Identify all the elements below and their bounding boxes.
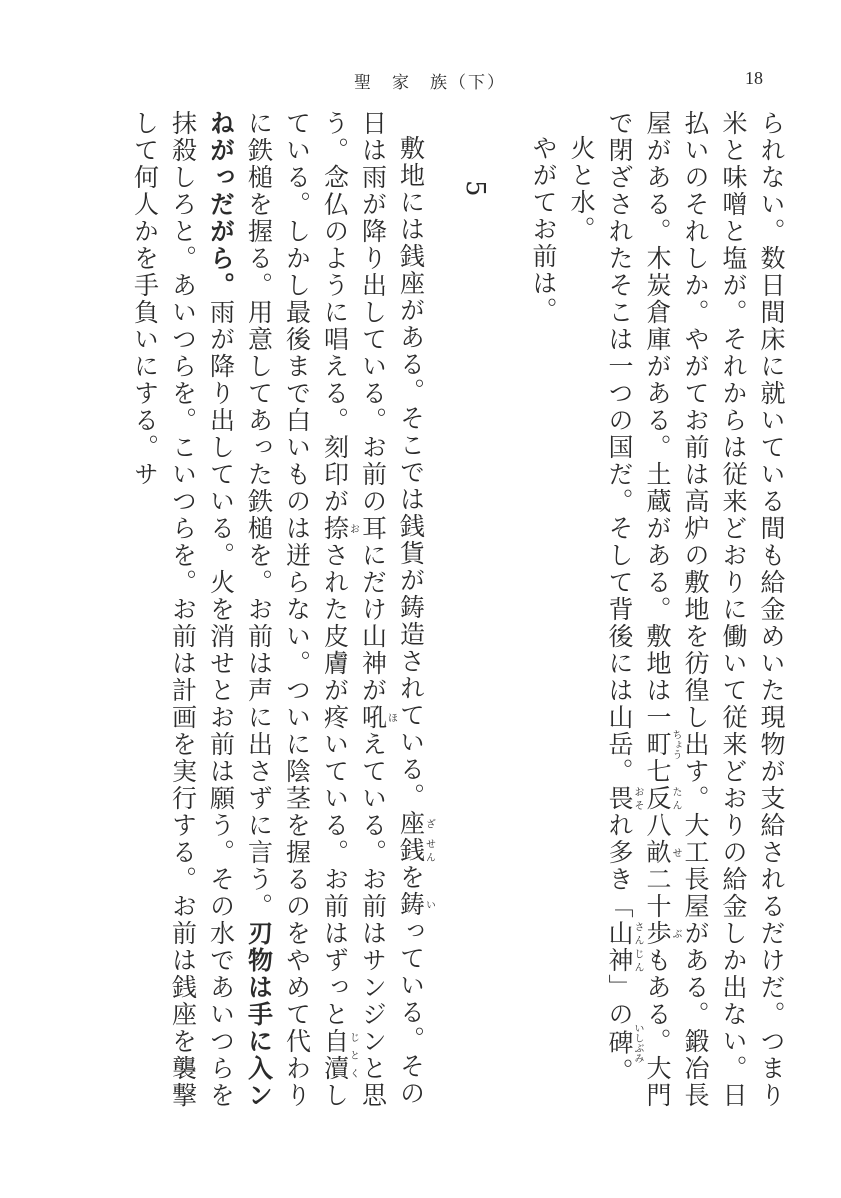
- text-run: えている。お前はサンジンと思う。念仏のように唱える。刻印が: [320, 110, 388, 1109]
- text-run: している。しかし最後まで白いものは迸らない。ついに陰茎を握るのをやめて代わりに鉄槌を握る。用意してあった鉄槌を。お前は声に出さずに言う。: [244, 110, 350, 1109]
- paragraph-2: 火と水。: [567, 135, 596, 243]
- paragraph-4: [126, 110, 435, 1130]
- text-run: 七: [643, 758, 672, 785]
- ruby-sen: 銭せん: [396, 837, 435, 864]
- ruby-cho: 町ちょう: [643, 729, 681, 760]
- text-run: を: [396, 864, 426, 891]
- text-run: もある。大門で閉ざされたそこは一つの国だ。そして背後には山岳。: [605, 110, 672, 1109]
- paragraph-1: [600, 110, 790, 1130]
- ruby-ishibumi: 碑いしぶみ: [605, 1023, 643, 1063]
- ruby-i: 鋳い: [396, 891, 435, 918]
- text-run: 敷地には銭座がある。そこでは銭貨が鋳造されている。: [396, 135, 426, 810]
- page-body: [100, 110, 790, 1130]
- section-number: 5: [460, 180, 490, 199]
- book-title: 聖 家 族（下）: [354, 73, 506, 93]
- ruby-se: 畝せ: [643, 839, 681, 866]
- text-run: 。: [605, 1058, 634, 1085]
- text-run: られない。数日間床に就いている間も給金めいた現物が支給されるだけだ。つまり米と味噌と塩が。それからは従来どおりに働いて従来どおりの給金しか出ない。日払いのそれしか。やがてお前は高炉の敷地を彷徨し出す。大工長屋がある。鍛冶長屋がある。木炭倉庫がある。土蔵がある。敷地は一: [643, 110, 786, 1109]
- bold-dialogue: 刃物は手に入ンねがっだがら。: [206, 110, 274, 1109]
- ruby-tan: 反たん: [643, 785, 681, 812]
- text-run: 八: [643, 812, 672, 839]
- text-run: 」の: [605, 974, 634, 1028]
- ruby-za: 座ざ: [396, 810, 435, 837]
- section-spacer: [494, 110, 524, 1130]
- text-run: れ多き「: [605, 812, 634, 920]
- ruby-ho: 吼ほ: [358, 704, 397, 731]
- ruby-bu: 歩ぶ: [643, 920, 681, 947]
- text-run: された皮膚が疼いている。お前はずっと: [320, 542, 350, 1028]
- ruby-o: 捺お: [320, 515, 359, 542]
- page-number: 18: [745, 68, 763, 88]
- ruby-sanjin: 山神さんじん: [605, 920, 643, 974]
- ruby-oso: 畏おそ: [605, 785, 643, 812]
- ruby-jitoku: 自瀆じとく: [320, 1028, 359, 1082]
- text-run: っている。その日は雨が降り出している。お前の耳にだけ山神が: [358, 110, 426, 1107]
- text-run: 二十: [643, 866, 672, 920]
- text-run: 雨が降り出している。火を消せとお前は願う。その水であいつらを抹殺しろと。あいつらを。こいつらを。お前は計画を実行する。お前は銭座を襲撃して何人かを手負いにする。サ: [130, 110, 236, 1109]
- paragraph-3: やがてお前は。: [529, 135, 558, 324]
